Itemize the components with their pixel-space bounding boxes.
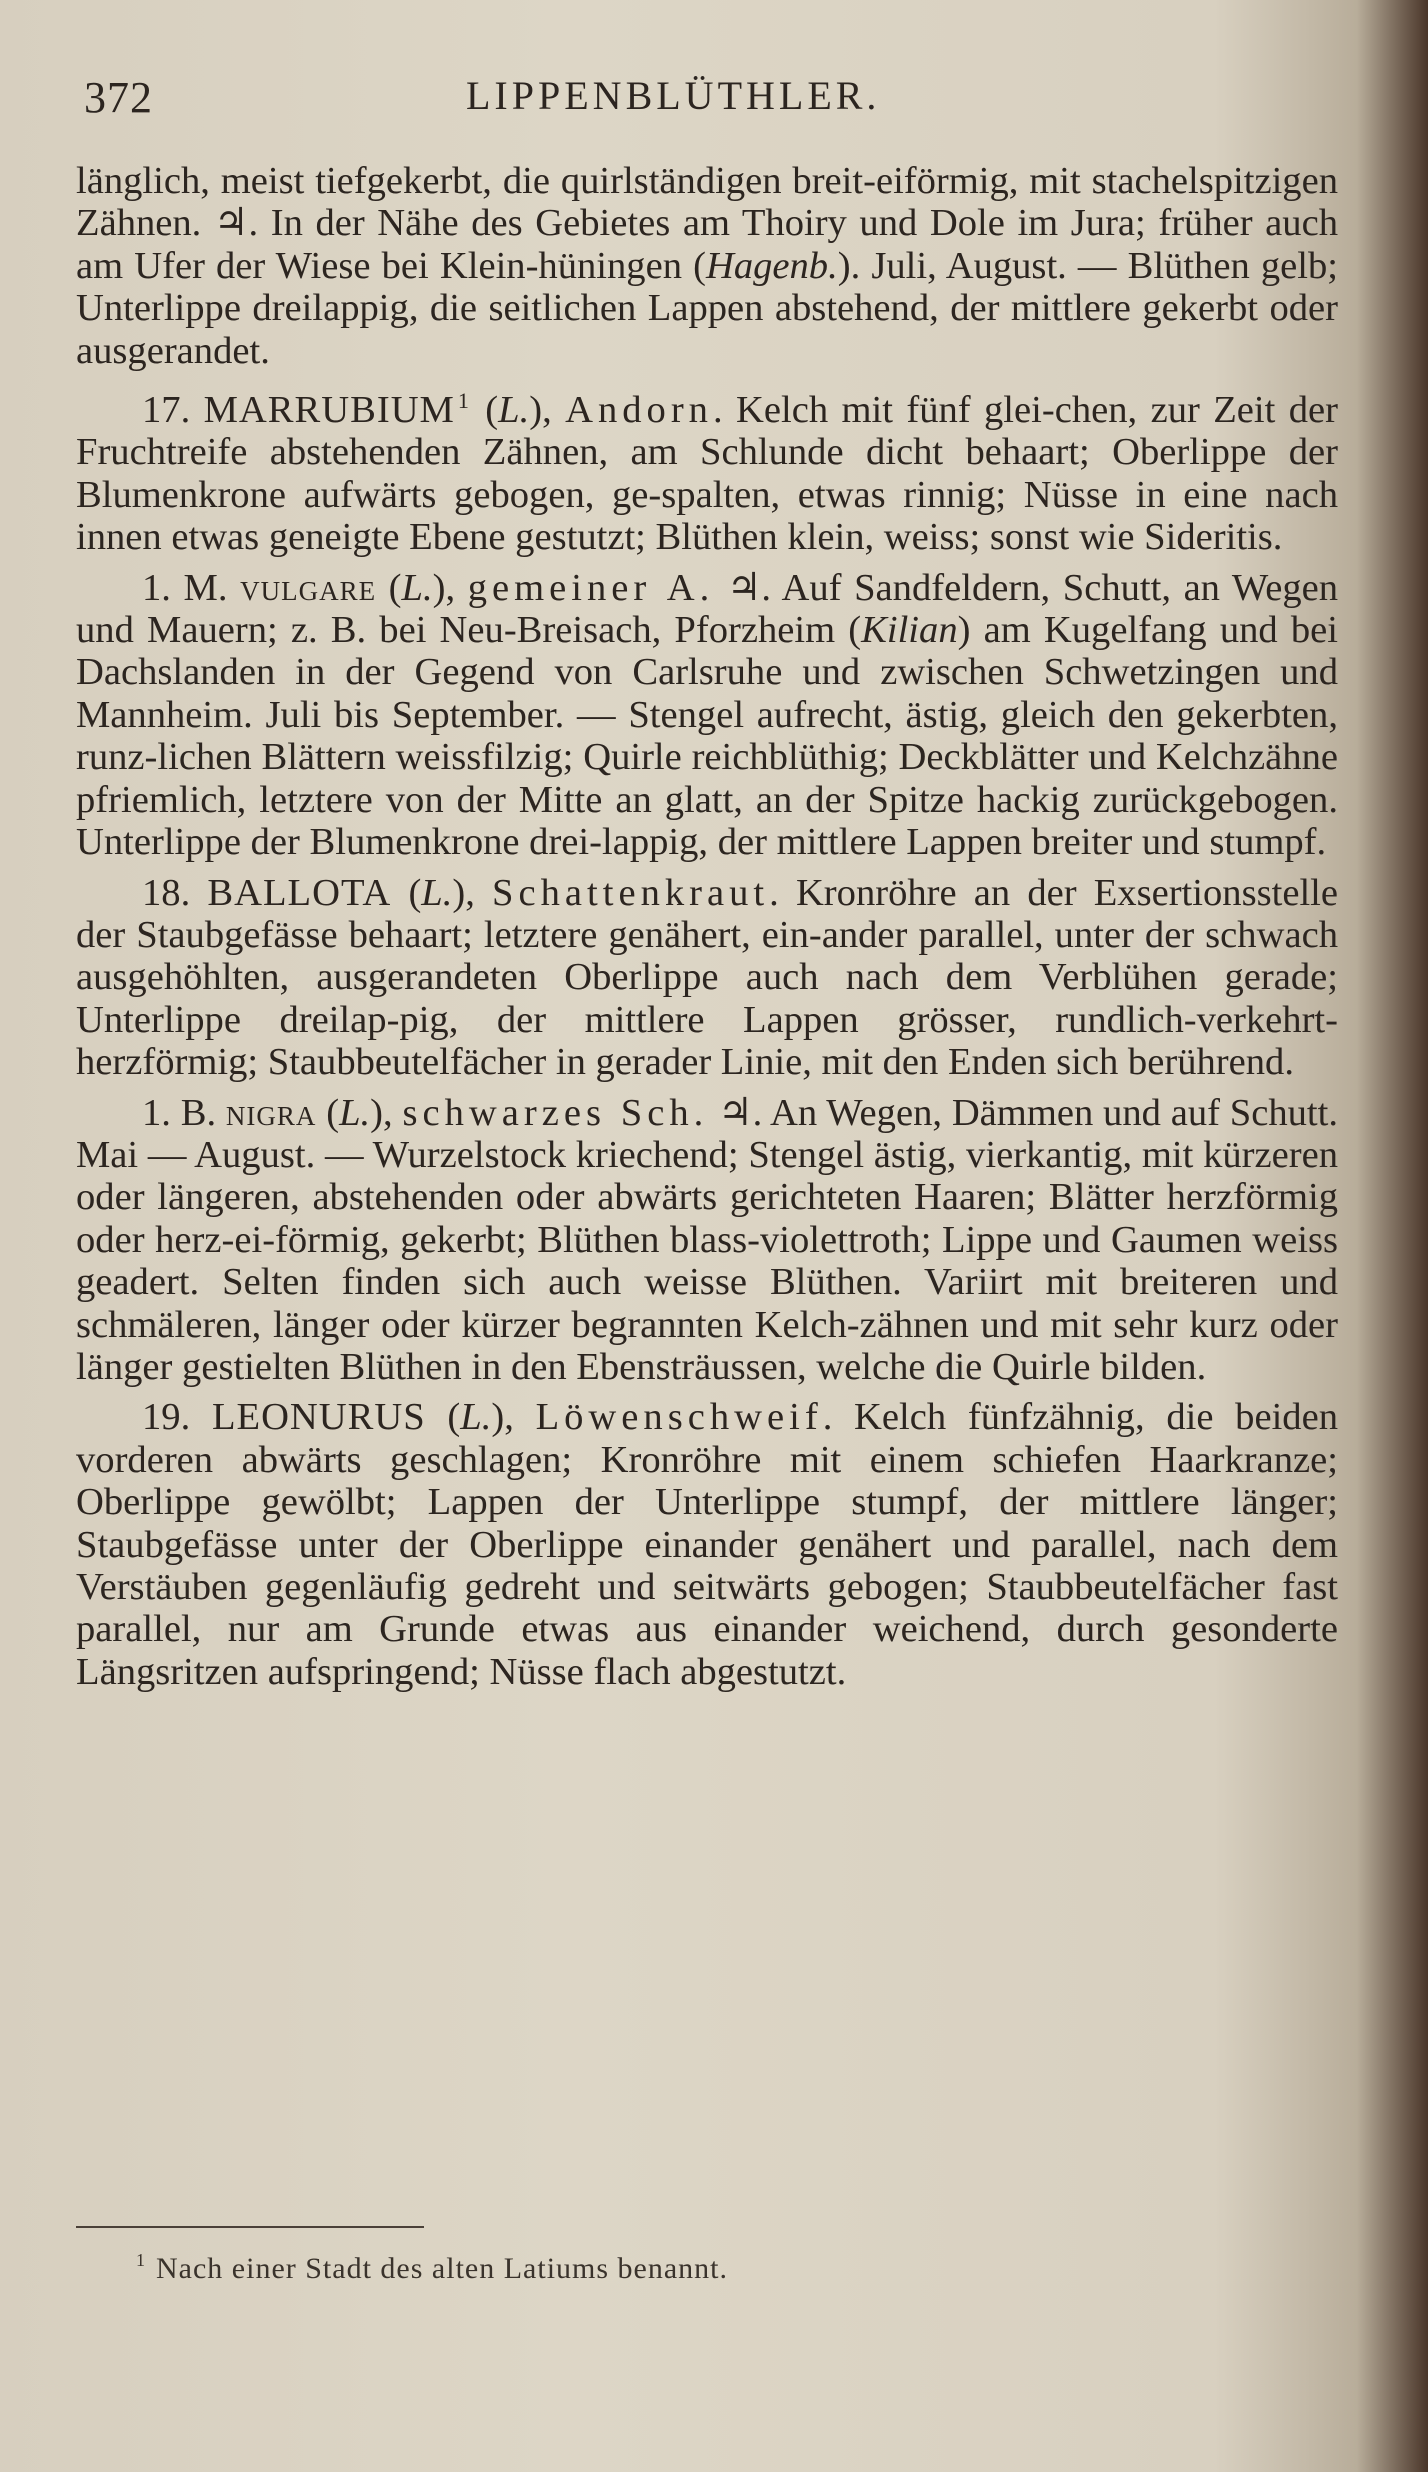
- body-text: [76, 160, 1338, 1693]
- genus-name: LEONURUS: [211, 1396, 426, 1439]
- footnote-divider: [76, 2226, 424, 2228]
- vernacular-name: Löwenschweif: [535, 1396, 823, 1439]
- species-entry-marrubium-vulgare: 1. M. vulgare (L.), gemeiner A. ♃. Auf Sandfeldern, Schutt, an Wegen und Mauern; z. B. bei Neu-Breisach, Pforzheim (Kilian) am Kugelfang und bei Dachslanden in der Gegend von Carlsruhe und zwischen Schwetzingen und Mannheim. Juli bis September. — Stengel aufrecht, ästig, gleich den gekerbten, runz-lichen Blättern weissfilzig; Quirle reichblüthig; Deckblätter und Kelchzähne pfriemlich, letztere von der Mitte an glatt, an der Spitze hackig zurückgebogen. Unterlippe der Blumenkrone drei-lappig, der mittlere Lappen breiter und stumpf.: [76, 566, 1339, 864]
- species-name: nigra: [225, 1091, 317, 1134]
- footnote: [136, 2250, 728, 2286]
- genus-entry-leonurus: 19. LEONURUS (L.), Löwenschweif. Kelch fünfzähnig, die beiden vorderen abwärts geschlagen; Kronröhre mit einem schiefen Haarkranze; Oberlippe gewölbt; Lappen der Unterlippe stumpf, der mittlere länger; Staubgefässe unter der Oberlippe einander genähert und parallel, nach dem Verstäuben gegenläufig gedreht und seitwärts gebogen; Staubbeutelfächer fast parallel, nur am Grunde etwas aus einander weichend, durch gesonderte Längsritzen aufspringend; Nüsse flach abgestutzt.: [76, 1396, 1338, 1693]
- page-number: 372: [84, 73, 153, 122]
- vernacular-name: Schattenkraut: [492, 871, 770, 914]
- vernacular-name: Andorn: [565, 389, 713, 432]
- vernacular-name: schwarzes Sch.: [402, 1091, 709, 1134]
- species-name: vulgare: [240, 566, 377, 609]
- running-head: LIPPENBLÜTHLER.: [466, 73, 881, 118]
- page-header: [76, 72, 1338, 128]
- genus-entry-ballota: 18. BALLOTA (L.), Schattenkraut. Kronröhre an der Exsertionsstelle der Staubgefässe behaart; letztere genähert, ein-ander parallel, unter der schwach ausgehöhlten, ausgerandeten Oberlippe auch nach dem Verblühen gerade; Unterlippe dreilap-pig, der mittlere Lappen grösser, rundlich-verkehrt-herzförmig; Staubbeutelfächer in gerader Linie, mit den Enden sich berührend.: [76, 871, 1338, 1084]
- footnote-reference: 1: [457, 388, 469, 414]
- footnote-text: Nach einer Stadt des alten Latiums benannt.: [156, 2252, 728, 2285]
- genus-name: BALLOTA: [207, 871, 392, 914]
- species-entry-ballota-nigra: 1. B. nigra (L.), schwarzes Sch. ♃. An Wegen, Dämmen und auf Schutt. Mai — August. — Wurzelstock kriechend; Stengel ästig, vierkantig, mit kürzeren oder längeren, abstehenden oder abwärts gerichteten Haaren; Blätter herzförmig oder herz-ei-förmig, gekerbt; Blüthen blass-violettroth; Lippe und Gaumen weiss geadert. Selten finden sich auch weisse Blüthen. Variirt mit breiteren und schmäleren, länger oder kürzer begrannten Kelch-zähnen und mit sehr kurz oder länger gestielten Blüthen in den Ebensträussen, welche die Quirle bilden.: [76, 1091, 1338, 1388]
- vernacular-name: gemeiner A.: [467, 566, 715, 609]
- paragraph-continuation: länglich, meist tiefgekerbt, die quirlständigen breit-eiförmig, mit stachelspitzigen Zähnen. ♃. In der Nähe des Gebietes am Thoiry und Dole im Jura; früher auch am Ufer der Wiese bei Klein-hüningen (Hagenb.). Juli, August. — Blüthen gelb; Unterlippe dreilappig, die seitlichen Lappen abstehend, der mittlere gekerbt oder ausgerandet.: [76, 160, 1338, 372]
- footnote-marker: 1: [136, 2250, 146, 2270]
- genus-name: MARRUBIUM: [203, 389, 455, 432]
- genus-entry-marrubium: 17. MARRUBIUM $^1$ (L.), Andorn. Kelch mit fünf glei-chen, zur Zeit der Fruchtreife abstehenden Zähnen, am Schlunde dicht behaart; Oberlippe der Blumenkrone aufwärts gebogen, ge-spalten, etwas rinnig; Nüsse in eine nach innen etwas geneigte Ebene gestutzt; Blüthen klein, weiss; sonst wie Sideritis.: [76, 388, 1339, 559]
